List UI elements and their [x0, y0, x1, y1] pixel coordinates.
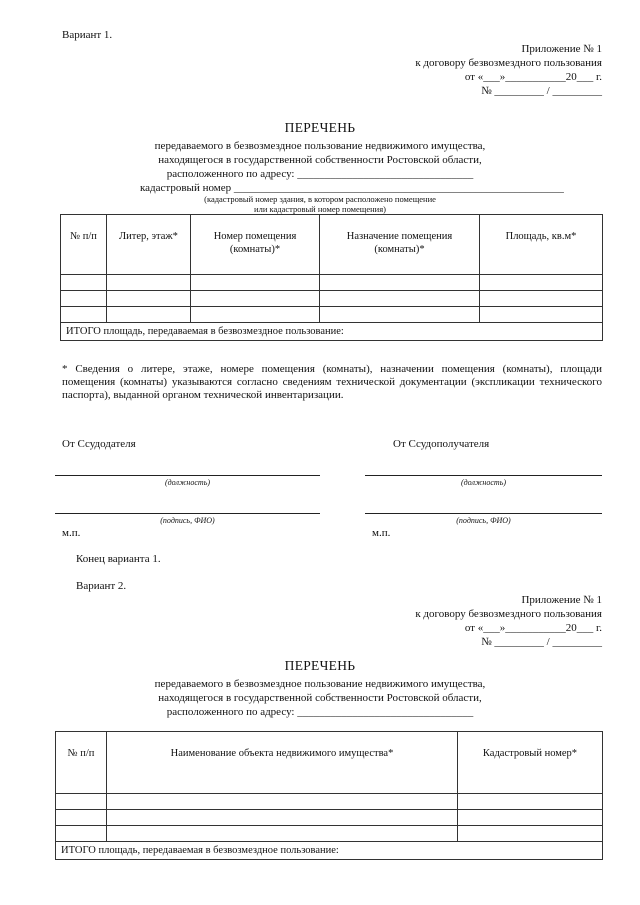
table-row: [61, 307, 603, 323]
lender-signature-line: [55, 513, 320, 514]
table-header-row: [61, 215, 603, 275]
lender-position-hint: (должность): [164, 478, 211, 487]
borrower-seal: м.п.: [372, 527, 391, 539]
contract-date-line: от «___»___________20___ г.: [464, 71, 602, 83]
contract-label: к договору безвозмездного пользования: [415, 57, 602, 69]
lender-label: От Ссудодателя: [62, 438, 136, 450]
property-table-v1: [60, 214, 603, 341]
property-table-v2: [55, 731, 603, 860]
contract-label-v2: к договору безвозмездного пользования: [415, 608, 602, 620]
subtitle-line-2: находящегося в государственной собственности Ростовской области,: [158, 154, 482, 166]
col-room-purpose-header: Назначение помещения (комнаты)*: [320, 215, 480, 275]
subtitle-line-1: передаваемого в безвозмездное пользование недвижимого имущества,: [154, 140, 486, 152]
cadastral-number-line: кадастровый номер ____________________________________________________________: [140, 182, 564, 194]
cadastral-hint-1: (кадастровый номер здания, в котором расположено помещение: [204, 194, 436, 204]
cadastral-hint-2: или кадастровый номер помещения): [254, 204, 386, 214]
table-row: [56, 810, 603, 826]
col-liter-header: Литер, этаж*: [107, 215, 191, 275]
page-title: ПЕРЕЧЕНЬ: [284, 120, 356, 135]
borrower-position-hint: (должность): [460, 478, 507, 487]
footnote: * Сведения о литере, этаже, номере помещения (комнаты), назначении помещения (комнаты), площади помещения (комнаты) указываются согласно сведениям технической документации (экспликации технического паспорта), выданной органом технической инвентаризации.: [62, 363, 602, 401]
col-cadastral-header: Кадастровый номер*: [458, 732, 603, 794]
table-row: [61, 291, 603, 307]
col-object-name-header: Наименование объекта недвижимого имущества*: [107, 732, 458, 794]
contract-date-line-v2: от «___»___________20___ г.: [464, 622, 602, 634]
table-row: [56, 794, 603, 810]
lender-seal: м.п.: [62, 527, 81, 539]
lender-signature-hint: (подпись, ФИО): [160, 516, 215, 525]
contract-number-line-v2: № _________ / _________: [481, 636, 602, 648]
table-header-row: [56, 732, 603, 794]
table-total-row: ИТОГО площадь, передаваемая в безвозмездное пользование:: [56, 842, 603, 860]
subtitle-line-2-v2: находящегося в государственной собственности Ростовской области,: [158, 692, 482, 704]
appendix-label-v2: Приложение № 1: [521, 594, 602, 606]
subtitle-address-line: расположенного по адресу: ________________________________: [166, 168, 474, 180]
variant-2-label: Вариант 2.: [76, 580, 127, 592]
col-number-header: № п/п: [56, 732, 107, 794]
borrower-label: От Ссудополучателя: [393, 438, 490, 450]
borrower-signature-line: [365, 513, 602, 514]
variant-1-label: Вариант 1.: [62, 29, 113, 41]
lender-position-line: [55, 475, 320, 476]
table-total-row: ИТОГО площадь, передаваемая в безвозмездное пользование:: [61, 323, 603, 341]
table-row: [56, 826, 603, 842]
col-number-header: № п/п: [61, 215, 107, 275]
contract-number-line: № _________ / _________: [481, 85, 602, 97]
end-variant-1-label: Конец варианта 1.: [76, 553, 161, 565]
subtitle-address-line-v2: расположенного по адресу: ________________________________: [166, 706, 474, 718]
page-title-v2: ПЕРЕЧЕНЬ: [284, 658, 356, 673]
subtitle-line-1-v2: передаваемого в безвозмездное пользование недвижимого имущества,: [154, 678, 486, 690]
table-row: [61, 275, 603, 291]
borrower-signature-hint: (подпись, ФИО): [456, 516, 511, 525]
appendix-label: Приложение № 1: [521, 43, 602, 55]
col-area-header: Площадь, кв.м*: [480, 215, 603, 275]
col-room-number-header: Номер помещения (комнаты)*: [191, 215, 320, 275]
borrower-position-line: [365, 475, 602, 476]
